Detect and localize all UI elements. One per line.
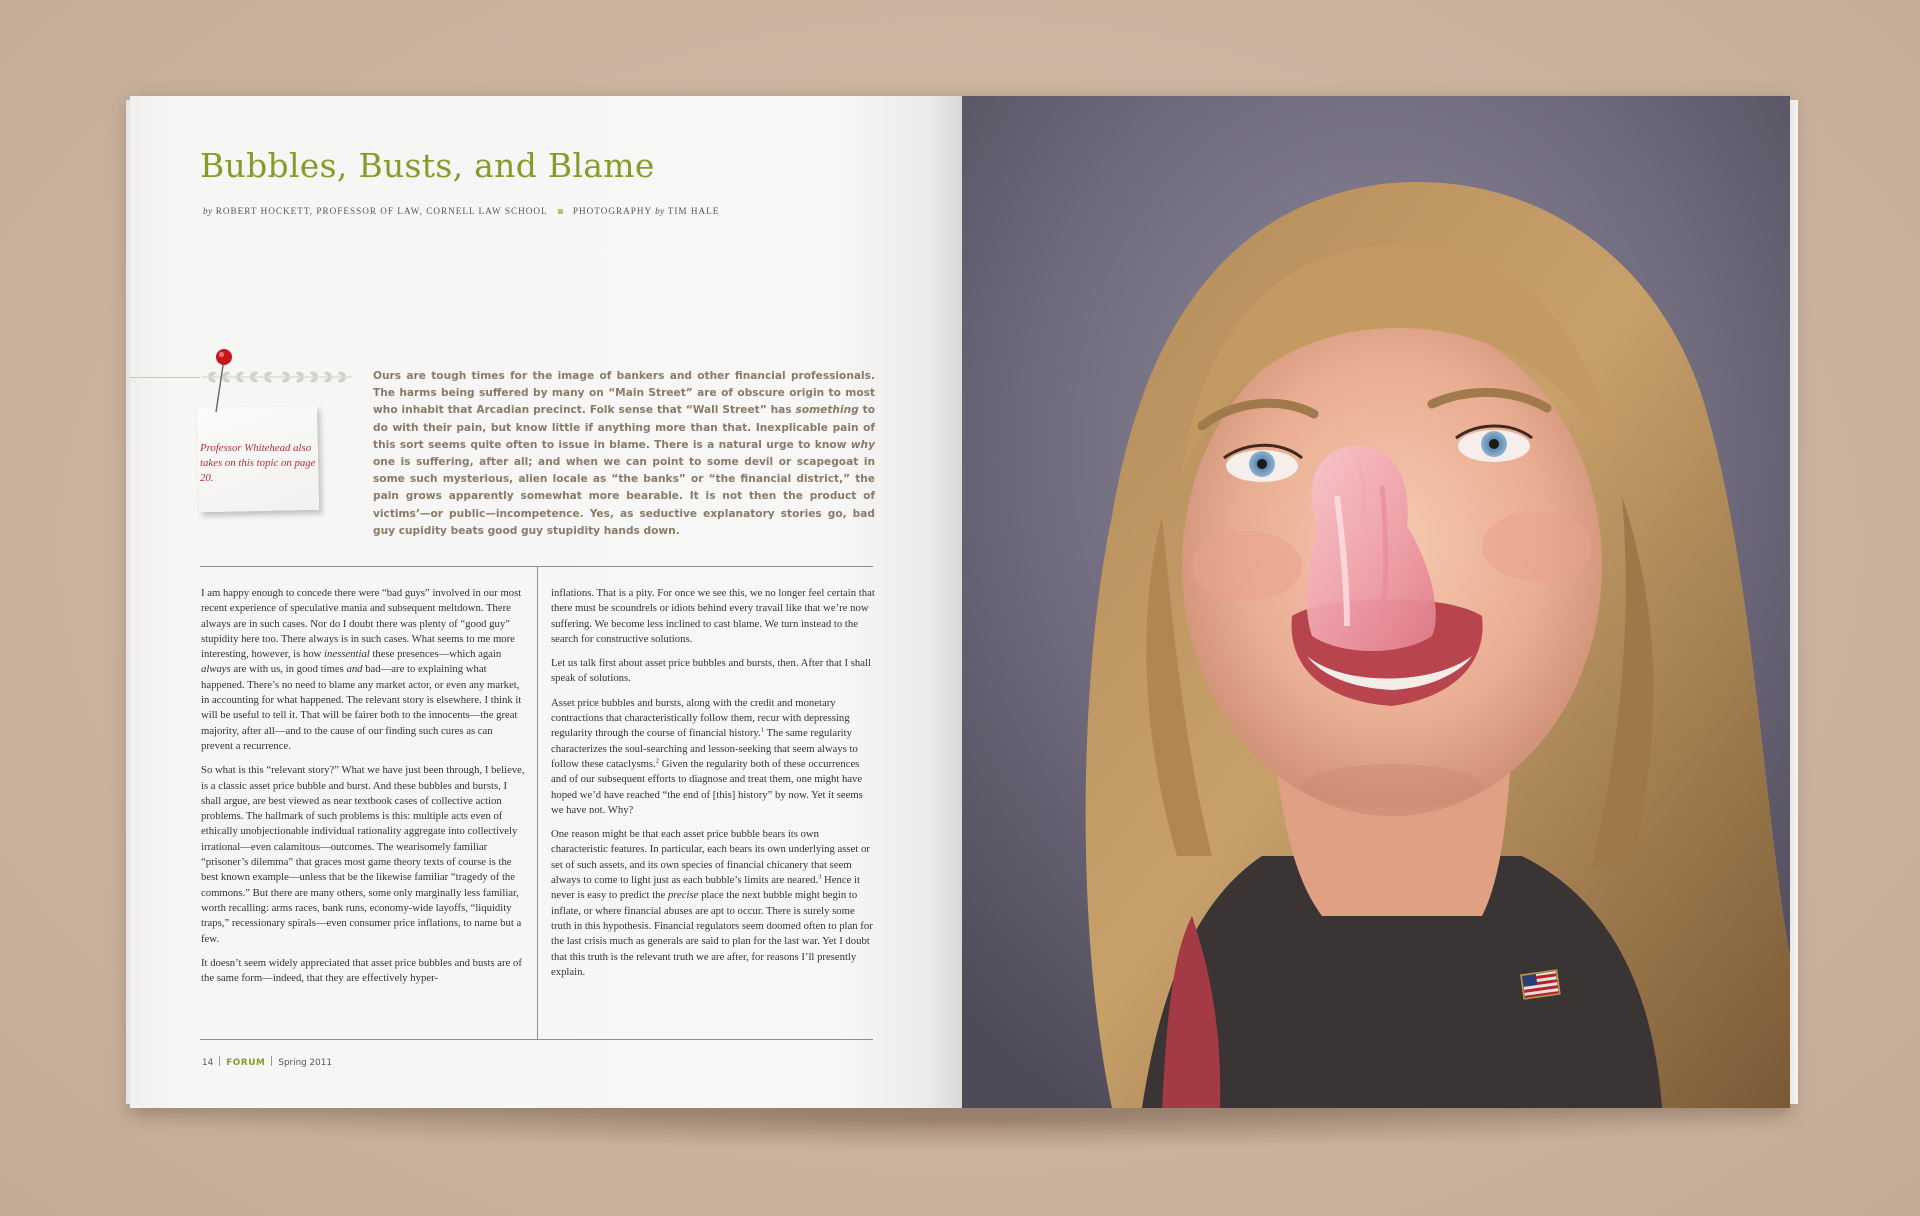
issue-date: Spring 2011 <box>278 1058 332 1068</box>
magazine-spread <box>130 96 1790 1108</box>
girl-blowing-bubble-gum-photo <box>962 96 1790 1108</box>
byline-author: ROBERT HOCKETT, PROFESSOR OF LAW, CORNELL LAW SCHOOL <box>215 206 548 216</box>
byline-photographer: TIM HALE <box>667 206 720 216</box>
byline-by: by <box>203 206 213 216</box>
page-number: 14 <box>202 1058 214 1068</box>
column1-paragraph-2: So what is this “relevant story?” What we have just been through, I believe, is a classic asset price bubble and burst. And these bubbles and bursts, I shall argue, are best viewed as near textbook cases of collective action problems. The hallmark of such problems is this: multiple acts even of ethically unobjectionable individual rationality aggregate into collectively irrational—even calamitous—outcomes. The wearisomely familiar “prisoner’s dilemma” that graces most game theory texts of course is the best known example—unless that be the likewise familiar “tragedy of the commons.” But there are many others, some only marginally less familiar, worth recalling: arms races, bank runs, economy-wide layoffs, “liquidity traps,” recessionary spirals—even consumer price inflations, to name but a few. <box>201 764 525 945</box>
column-divider <box>537 566 538 1040</box>
article-title: Bubbles, Busts, and Blame <box>200 146 655 185</box>
right-page <box>962 96 1790 1108</box>
right-page-edge <box>1790 100 1798 1104</box>
byline-photo-label: PHOTOGRAPHY <box>572 206 652 216</box>
page-footer <box>202 1056 332 1068</box>
column2-paragraph-4: One reason might be that each asset price bubble bears its own characteristic features. In particular, each bears its own underlying asset or set of such assets, and its own species of financial chicanery that seem always to come to light just as each bubble’s limits are neared.$^3$ Hence it never is easy to predict the precise place the next bubble might begin to inflate, or where financial abuses are apt to occur. There is surely some truth in this hypothesis. Financial regulators seem doomed often to plan for the last crisis much as generals are said to plan for the last war. Yet I doubt that this truth is the relevant truth we are after, for reasons I’ll presently explain. <box>551 828 873 978</box>
byline <box>203 206 719 216</box>
column1-paragraph-3: It doesn’t seem widely appreciated that asset price bubbles and busts are of the same form—indeed, that they are effectively hyper- <box>201 956 522 985</box>
footer-divider <box>219 1056 220 1066</box>
column-bottom-rule <box>200 1039 873 1040</box>
column2-paragraph-2: Let us talk first about asset price bubbles and bursts, then. After that I shall speak of solutions. <box>551 657 871 685</box>
note-leader-line <box>130 377 200 378</box>
intro-paragraph: Ours are tough times for the image of bankers and other financial professionals. The harms being suffered by many on “Main Street” are of obscure origin to most who inhabit that Arcadian precinct. Folk sense that “Wall Street” has something to do with their pain, but know little if anything more than that. Inexplicable pain of this sort seems quite often to issue in blame. There is a natural urge to know why one is suffering, after all; and when we can point to some devil or scapegoat in some such mysterious, alien locale as “the banks” or “the financial district,” the pain grows apparently somewhat more bearable. It is not then the product of victims’—or public—incompetence. Yes, as seductive explanatory stories go, bad guy cupidity beats good guy stupidity hands down. <box>373 370 875 537</box>
column1-paragraph-1: I am happy enough to concede there were “bad guys” involved in our most recent experience of speculative mania and subsequent meltdown. There always are in such cases. Nor do I doubt there was plenty of “good guy” stupidity here too. There always is in such cases. What seems to me more interesting, however, is how inessential these presences—which again always are with us, in good times and bad—are to explaining what happened. There’s no need to blame any market actor, or even any market, in accounting for what happened. The relevant story is elsewhere. I think it will be useful to tell it. That will be fairer both to the innocents—the great majority, after all—and to the cause of our finding such cures as can prevent a recurrence. <box>201 587 522 752</box>
byline-photo-by: by <box>655 206 665 216</box>
body-column-2 <box>551 586 875 989</box>
column2-paragraph-1: inflations. That is a pity. For once we see this, we no longer feel certain that there must be scoundrels or idiots behind every travail like that we’re now suffering. We become less inclined to cast blame. We turn instead to the search for constructive solutions. <box>551 587 875 645</box>
footer-divider <box>271 1056 272 1066</box>
note-text: Professor Whitehead also takes on this topic on page 20. <box>200 442 316 484</box>
byline-separator-icon <box>558 209 563 214</box>
magazine-name: FORUM <box>226 1058 266 1068</box>
left-page <box>130 96 962 1108</box>
push-pin-icon <box>206 346 246 416</box>
column2-paragraph-3: Asset price bubbles and bursts, along with the credit and monetary contractions that characteristically follow them, recur with depressing regularity through the course of financial history.$^1$ The same regularity characterizes the soul-searching and lesson-seeking that seem always to follow these cataclysms.$^2$ Given the regularity both of these occurrences and of our subsequent efforts to diagnose and treat them, one might have hoped we’d have reached “the end of [this] history” by now. Yet it seems we have not. Why? <box>551 696 863 816</box>
body-column-1 <box>201 586 526 995</box>
